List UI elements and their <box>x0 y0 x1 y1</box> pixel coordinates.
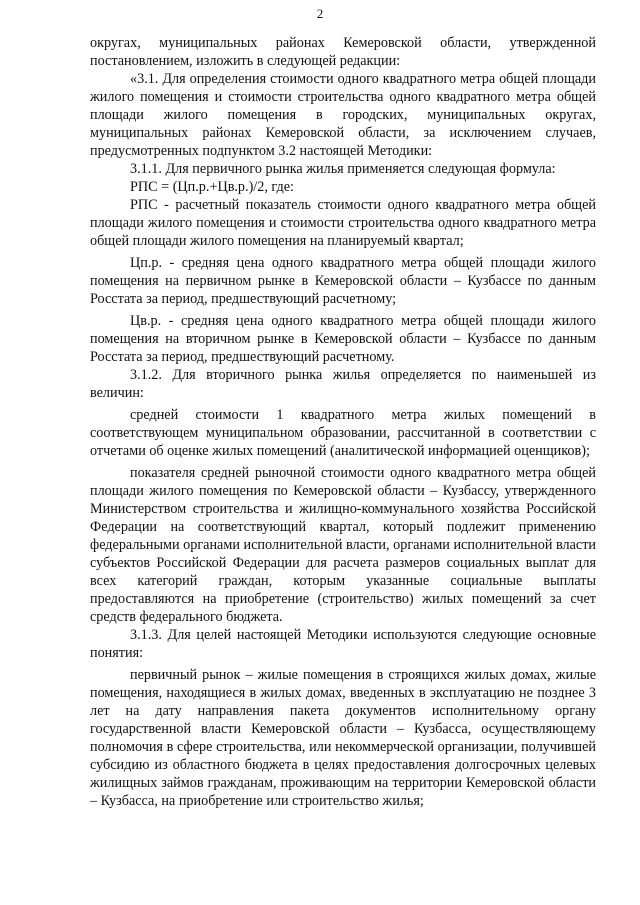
paragraph-3-1: «3.1. Для определения стоимости одного квадратного метра общей площади жилого помещения и стоимости строительства одного квадратного метра общей площади жилого помещения в городских, муниципальных округах, муниципальных районах Кемеровской области, за исключением случаев, предусмотренных подпунктом 3.2 настоящей Методики: <box>90 71 596 159</box>
formula: РПС = (Цп.р.+Цв.р.)/2, где: <box>130 179 295 195</box>
definition-secondary-price: Цв.р. - средняя цена одного квадратного метра общей площади жилого помещения на вторичном рынке в Кемеровской области – Кузбассе по данным Росстата за период, предшествующий расчетному. <box>90 313 596 365</box>
paragraph-3-1-2: 3.1.2. Для вторичного рынка жилья определяется по наименьшей из величин: <box>90 367 596 401</box>
definition-primary-price: Цп.р. - средняя цена одного квадратного метра общей площади жилого помещения на первичном рынке в Кемеровской области – Кузбассе по данным Росстата за период, предшествующий расчетному; <box>90 255 596 307</box>
document-body <box>90 34 596 810</box>
paragraph-3-1-1: 3.1.1. Для первичного рынка жилья применяется следующая формула: <box>130 161 556 177</box>
paragraph-3-1-3: 3.1.3. Для целей настоящей Методики используются следующие основные понятия: <box>90 627 596 661</box>
definition-rps: РПС - расчетный показатель стоимости одного квадратного метра общей площади жилого помещения и стоимости строительства одного квадратного метра общей площади жилого помещения на планируемый квартал; <box>90 197 596 249</box>
definition-primary-market: первичный рынок – жилые помещения в строящихся жилых домах, жилые помещения, находящиеся в жилых домах, введенных в эксплуатацию не позднее 3 лет на дату направления пакета документов исполнительному органу государственной власти Кемеровской области – Кузбасса, осуществляющему полномочия в сфере строительства, или некоммерческой организации, получившей субсидию из областного бюджета в целях предоставления долгосрочных целевых жилищных займов гражданам, проживающим на территории Кемеровской области – Кузбасса, на приобретение или строительство жилья; <box>90 667 596 809</box>
list-item-market-indicator: показателя средней рыночной стоимости одного квадратного метра общей площади жилого помещения по Кемеровской области – Кузбассу, утвержденного Министерством строительства и жилищно-коммунального хозяйства Российской Федерации на соответствующий квартал, который подлежит применению федеральными органами исполнительной власти, органами исполнительной власти субъектов Российской Федерации для расчета размеров социальных выплат для всех категорий граждан, которым указанные социальные выплаты предоставляются на приобретение (строительство) жилых помещений за счет средств федерального бюджета. <box>90 465 596 625</box>
paragraph-intro: округах, муниципальных районах Кемеровской области, утвержденной постановлением, изложить в следующей редакции: <box>90 35 596 69</box>
list-item-average-cost: средней стоимости 1 квадратного метра жилых помещений в соответствующем муниципальном образовании, рассчитанной в соответствии с отчетами об оценке жилых помещений (аналитической информацией оценщиков); <box>90 407 596 459</box>
page-number: 2 <box>316 6 324 21</box>
